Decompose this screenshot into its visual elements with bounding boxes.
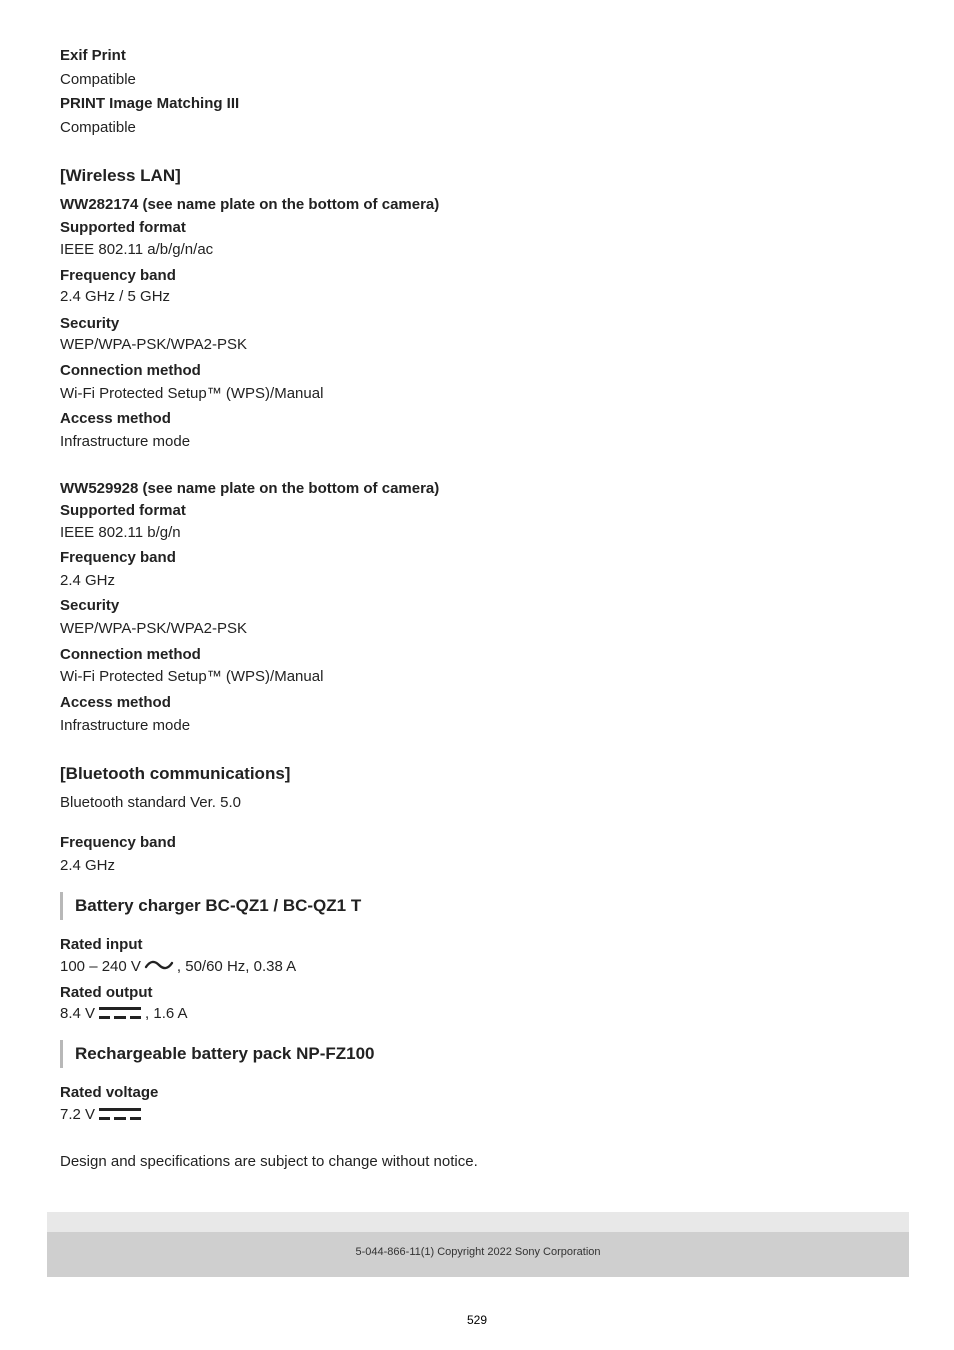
rated-input-voltage: 100 – 240 V [60, 958, 141, 975]
frequency-band-value: 2.4 GHz [60, 572, 116, 589]
rated-voltage-label: Rated voltage [60, 1084, 159, 1101]
rated-input-details: , 50/60 Hz, 0.38 A [176, 958, 297, 975]
footer-band [47, 1212, 909, 1232]
security-value: WEP/WPA-PSK/WPA2-PSK [60, 336, 247, 353]
specification-notice: Design and specifications are subject to change without notice. [60, 1153, 478, 1170]
dc-symbol-icon [99, 1107, 141, 1121]
battery-charger-heading: Battery charger BC-QZ1 / BC-QZ1 T [75, 896, 362, 915]
wireless-lan-heading: [Wireless LAN] [60, 166, 181, 185]
rated-voltage-number: 7.2 V [60, 1106, 96, 1123]
rated-input-label: Rated input [60, 936, 143, 953]
frequency-band-value: 2.4 GHz / 5 GHz [60, 288, 171, 305]
bluetooth-standard: Bluetooth standard Ver. 5.0 [60, 794, 241, 811]
supported-format-label: Supported format [60, 219, 186, 236]
dc-symbol-icon [99, 1006, 141, 1020]
wireless-model-1: WW282174 (see name plate on the bottom of camera) [60, 196, 440, 213]
rated-input-value [60, 958, 296, 976]
connection-method-label: Connection method [60, 362, 201, 379]
security-label: Security [60, 597, 120, 614]
section-bar [60, 892, 63, 920]
bluetooth-heading: [Bluetooth communications] [60, 764, 291, 783]
section-bar [60, 1040, 63, 1068]
rated-output-value [60, 1005, 188, 1023]
connection-method-value: Wi-Fi Protected Setup™ (WPS)/Manual [60, 385, 324, 402]
footer [47, 1232, 909, 1277]
pim-label: PRINT Image Matching III [60, 95, 240, 112]
battery-pack-heading: Rechargeable battery pack NP-FZ100 [75, 1044, 375, 1063]
frequency-band-label: Frequency band [60, 267, 176, 284]
bluetooth-frequency-value: 2.4 GHz [60, 857, 116, 874]
frequency-band-label: Frequency band [60, 549, 176, 566]
wireless-model-2: WW529928 (see name plate on the bottom of camera) [60, 480, 440, 497]
exif-print-label: Exif Print [60, 47, 126, 64]
pim-value: Compatible [60, 119, 136, 136]
supported-format-value: IEEE 802.11 a/b/g/n/ac [60, 241, 214, 258]
access-method-value: Infrastructure mode [60, 717, 191, 734]
supported-format-value: IEEE 802.11 b/g/n [60, 524, 181, 541]
supported-format-label: Supported format [60, 502, 186, 519]
security-value: WEP/WPA-PSK/WPA2-PSK [60, 620, 247, 637]
rated-voltage-value [60, 1106, 145, 1124]
rated-output-voltage: 8.4 V [60, 1005, 96, 1022]
exif-print-value: Compatible [60, 71, 136, 88]
access-method-label: Access method [60, 694, 171, 711]
ac-symbol-icon [144, 958, 174, 972]
access-method-label: Access method [60, 410, 171, 427]
access-method-value: Infrastructure mode [60, 433, 191, 450]
security-label: Security [60, 315, 120, 332]
copyright: 5-044-866-11(1) Copyright 2022 Sony Corporation [355, 1246, 601, 1258]
page-number: 529 [466, 1313, 488, 1327]
connection-method-label: Connection method [60, 646, 201, 663]
bluetooth-frequency-label: Frequency band [60, 834, 176, 851]
rated-output-label: Rated output [60, 984, 153, 1001]
rated-output-details: , 1.6 A [145, 1005, 188, 1022]
connection-method-value: Wi-Fi Protected Setup™ (WPS)/Manual [60, 668, 324, 685]
